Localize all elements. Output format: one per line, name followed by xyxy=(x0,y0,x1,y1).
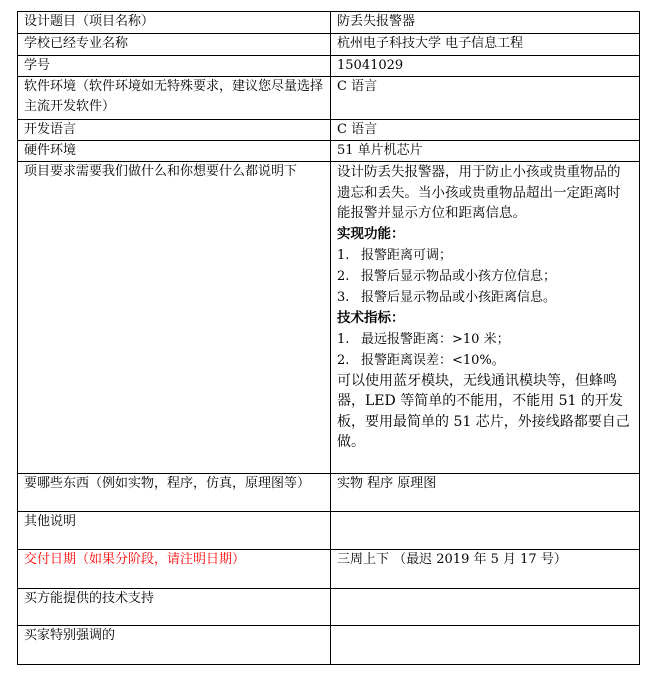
feature-text: 报警后显示物品或小孩方位信息； xyxy=(361,268,557,284)
row-other-notes xyxy=(18,512,640,550)
value-student-id: 15041029 xyxy=(331,56,640,77)
list-item xyxy=(337,245,633,266)
requirements-intro: 设计防丢失报警器，用于防止小孩或贵重物品的遗忘和丢失。当小孩或贵重物品超出一定距离时能报警并显示方位和距离信息。 xyxy=(337,164,621,221)
value-delivery-date: 三周上下 （最迟 2019 年 5 月 17 号） xyxy=(331,550,640,589)
label-requirements: 项目要求需要我们做什么和你想要什么都说明下 xyxy=(18,162,331,474)
requirements-form-table xyxy=(17,11,640,665)
features-list xyxy=(337,245,633,308)
feature-number: 1. xyxy=(337,247,350,263)
label-dev-language: 开发语言 xyxy=(18,120,331,141)
value-deliverables: 实物 程序 原理图 xyxy=(331,474,640,512)
feature-text: 报警后显示物品或小孩距离信息。 xyxy=(361,289,557,305)
row-requirements xyxy=(18,162,640,474)
value-software-env: C 语言 xyxy=(331,77,640,120)
list-item xyxy=(337,350,633,371)
row-delivery-date xyxy=(18,550,640,589)
specs-heading: 技术指标： xyxy=(337,309,405,326)
label-other-notes: 其他说明 xyxy=(18,512,331,550)
row-deliverables xyxy=(18,474,640,512)
value-requirements xyxy=(331,162,640,474)
value-project-title: 防丢失报警器 xyxy=(331,12,640,34)
feature-number: 2. xyxy=(337,268,350,284)
spec-number: 1. xyxy=(337,331,350,347)
label-student-id: 学号 xyxy=(18,56,331,77)
spec-text: 最远报警距离：>10 米； xyxy=(361,331,510,347)
features-heading: 实现功能： xyxy=(337,225,405,242)
label-project-title: 设计题目（项目名称） xyxy=(18,12,331,34)
list-item xyxy=(337,266,633,287)
label-buyer-support: 买方能提供的技术支持 xyxy=(18,589,331,626)
requirements-notes: 可以使用蓝牙模块，无线通讯模块等，但蜂鸣器，LED 等简单的不能用，不能用 51 的开发板，要用最简单的 51 芯片，外接线路都要自己做。 xyxy=(337,372,630,450)
row-software-env xyxy=(18,77,640,120)
spec-number: 2. xyxy=(337,352,350,368)
row-school-major xyxy=(18,34,640,56)
row-hardware-env xyxy=(18,141,640,162)
label-delivery-date: 交付日期（如果分阶段，请注明日期） xyxy=(18,550,331,589)
row-project-title xyxy=(18,12,640,34)
value-other-notes xyxy=(331,512,640,550)
specs-list xyxy=(337,329,633,371)
value-hardware-env: 51 单片机芯片 xyxy=(331,141,640,162)
label-buyer-emphasis: 买家特别强调的 xyxy=(18,626,331,665)
label-software-env: 软件环境（软件环境如无特殊要求，建议您尽量选择主流开发软件） xyxy=(18,77,331,120)
row-buyer-support xyxy=(18,589,640,626)
label-deliverables: 要哪些东西（例如实物，程序，仿真，原理图等） xyxy=(18,474,331,512)
spec-text: 报警距离误差：<10%。 xyxy=(361,352,505,368)
list-item xyxy=(337,287,633,308)
row-student-id xyxy=(18,56,640,77)
label-hardware-env: 硬件环境 xyxy=(18,141,331,162)
feature-text: 报警距离可调； xyxy=(361,247,453,263)
label-school-major: 学校已经专业名称 xyxy=(18,34,331,56)
value-dev-language: C 语言 xyxy=(331,120,640,141)
feature-number: 3. xyxy=(337,289,350,305)
list-item xyxy=(337,329,633,350)
value-buyer-support xyxy=(331,589,640,626)
value-buyer-emphasis xyxy=(331,626,640,665)
row-dev-language xyxy=(18,120,640,141)
value-school-major: 杭州电子科技大学 电子信息工程 xyxy=(331,34,640,56)
row-buyer-emphasis xyxy=(18,626,640,665)
